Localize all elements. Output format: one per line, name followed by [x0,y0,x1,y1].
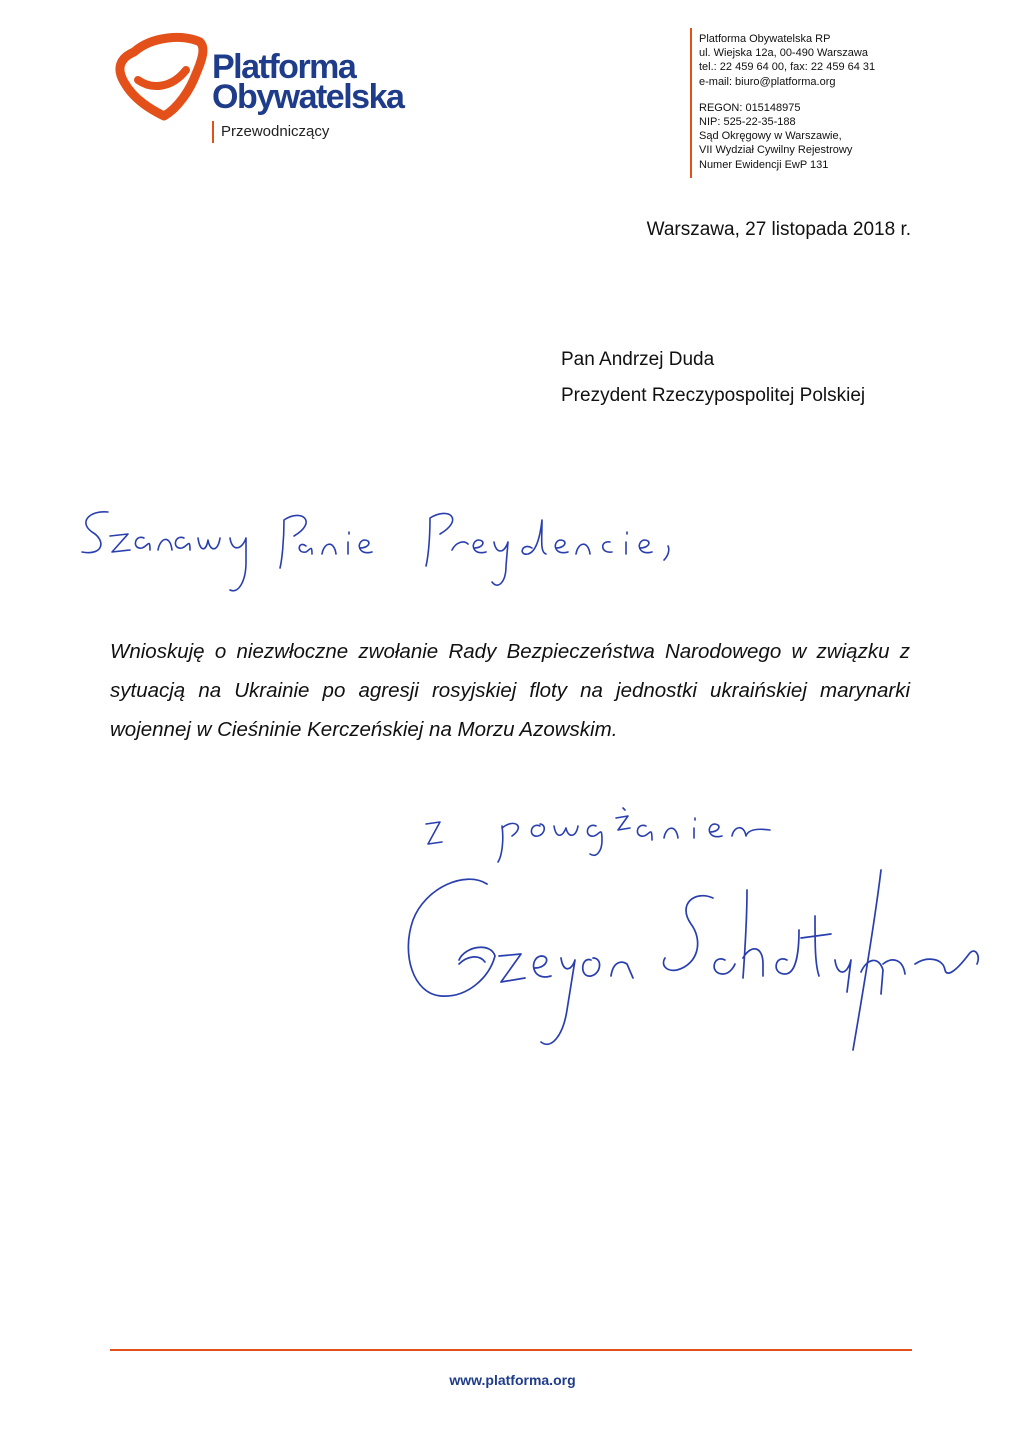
address-block [699,32,875,172]
address-line: ul. Wiejska 12a, 00-490 Warszawa [699,47,868,60]
platforma-heart-icon [112,30,208,126]
address-line: Platforma Obywatelska RP [699,33,831,45]
registry-nip: NIP: 525-22-35-188 [699,116,796,129]
logo-line-2: Obywatelska [212,78,404,116]
logo-wordmark [212,48,404,116]
address-email: e-mail: biuro@platforma.org [699,75,836,88]
footer-website: www.platforma.org [449,1372,576,1388]
address-divider [690,28,692,178]
handwritten-salutation [70,490,690,600]
recipient-block [561,342,865,414]
registry-court: Sąd Okręgowy w Warszawie, [699,130,842,143]
letter-body: Wnioskuję o niezwłoczne zwołanie Rady Bezpieczeństwa Narodowego w związku z sytuacją na Ukrainie po agresji rosyjskiej floty na jednostki ukraińskiej marynarki wojennej w Cieśninie Kerczeńskiej na Morzu Azowskim. [110,640,910,741]
address-phone: tel.: 22 459 64 00, fax: 22 459 64 31 [699,61,876,74]
registry-department: VII Wydział Cywilny Rejestrowy [699,144,853,157]
footer-divider [110,1349,912,1351]
logo-line-1: Platforma [212,48,356,86]
recipient-name: Pan Andrzej Duda [561,349,715,370]
registry-regon: REGON: 015148975 [699,101,801,114]
subtitle-divider [212,121,214,143]
logo-subtitle: Przewodniczący [221,123,330,140]
recipient-title: Prezydent Rzeczypospolitej Polskiej [561,385,866,406]
letter-date: Warszawa, 27 listopada 2018 r. [646,219,911,240]
registry-number: Numer Ewidencji EwP 131 [699,158,829,171]
handwritten-signature [395,860,985,1060]
